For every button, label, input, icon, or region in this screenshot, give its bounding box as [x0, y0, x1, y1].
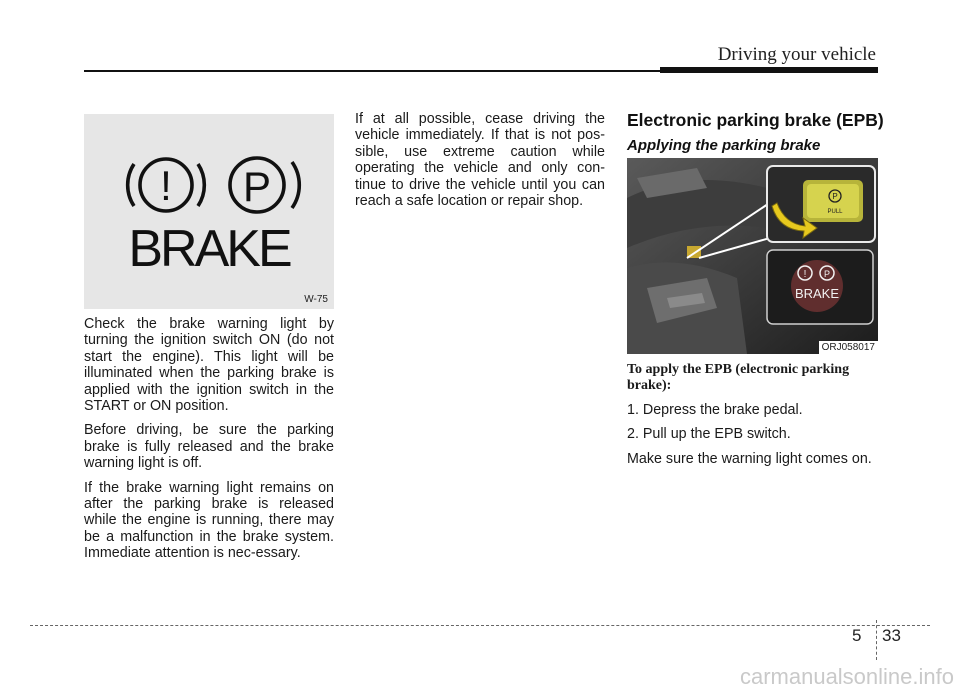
parking-glyph: P	[242, 163, 272, 210]
column-3-text	[627, 362, 878, 475]
exclamation-glyph: !	[160, 162, 172, 209]
instruction-heading: To apply the EPB (electronic parking brake):	[627, 362, 850, 393]
column-2-text	[355, 111, 605, 217]
footer-divider	[876, 620, 877, 660]
footer-rule	[30, 625, 930, 626]
brake-warning-icon	[84, 114, 334, 309]
paragraph: If at all possible, cease driving the vehicle immediately. If that is not pos-sible, use extreme caution while operating the vehicle and only con-tinue to drive the vehicle until you can reach a safe location or repair shop.	[355, 111, 605, 210]
watermark: carmanualsonline.info	[739, 664, 954, 689]
brake-word: BRAKE	[128, 220, 290, 278]
step-item: 1. Depress the brake pedal.	[627, 402, 803, 418]
paragraph: Before driving, be sure the parking brake is fully released and the brake warning light is off.	[84, 422, 334, 472]
header-rule	[84, 70, 662, 72]
paragraph: Check the brake warning light by turning the ignition switch ON (do not start the engine). This light will be illuminated when the parking brake is applied with the ignition switch in the START or ON position.	[84, 316, 334, 415]
svg-text:!: !	[803, 269, 807, 280]
epb-illustration	[627, 158, 878, 354]
epb-switch-figure	[627, 158, 878, 354]
inset-brake-word: BRAKE	[794, 286, 840, 301]
step-item: Make sure the warning light comes on.	[627, 450, 872, 467]
page-number: 33	[882, 626, 901, 645]
svg-text:P: P	[823, 269, 831, 279]
paragraph: If the brake warning light remains on after the parking brake is released while the engine is running, there may be a malfunction in the brake system. Immediate attention is nec-essary.	[84, 479, 334, 562]
step-item: 2. Pull up the EPB switch.	[627, 426, 791, 443]
chapter-number: 5	[852, 626, 862, 645]
section-title: Electronic parking brake (EPB)	[627, 110, 884, 130]
figure-code: W-75	[304, 294, 328, 305]
brake-warning-figure	[84, 114, 334, 309]
svg-text:P: P	[832, 192, 838, 201]
running-header: Driving your vehicle	[717, 44, 876, 65]
figure-code: ORJ058017	[819, 341, 878, 354]
subsection-title: Applying the parking brake	[627, 137, 821, 154]
pull-label: PULL	[827, 209, 843, 215]
column-1-text	[84, 316, 334, 570]
header-rule-thick	[660, 67, 878, 73]
